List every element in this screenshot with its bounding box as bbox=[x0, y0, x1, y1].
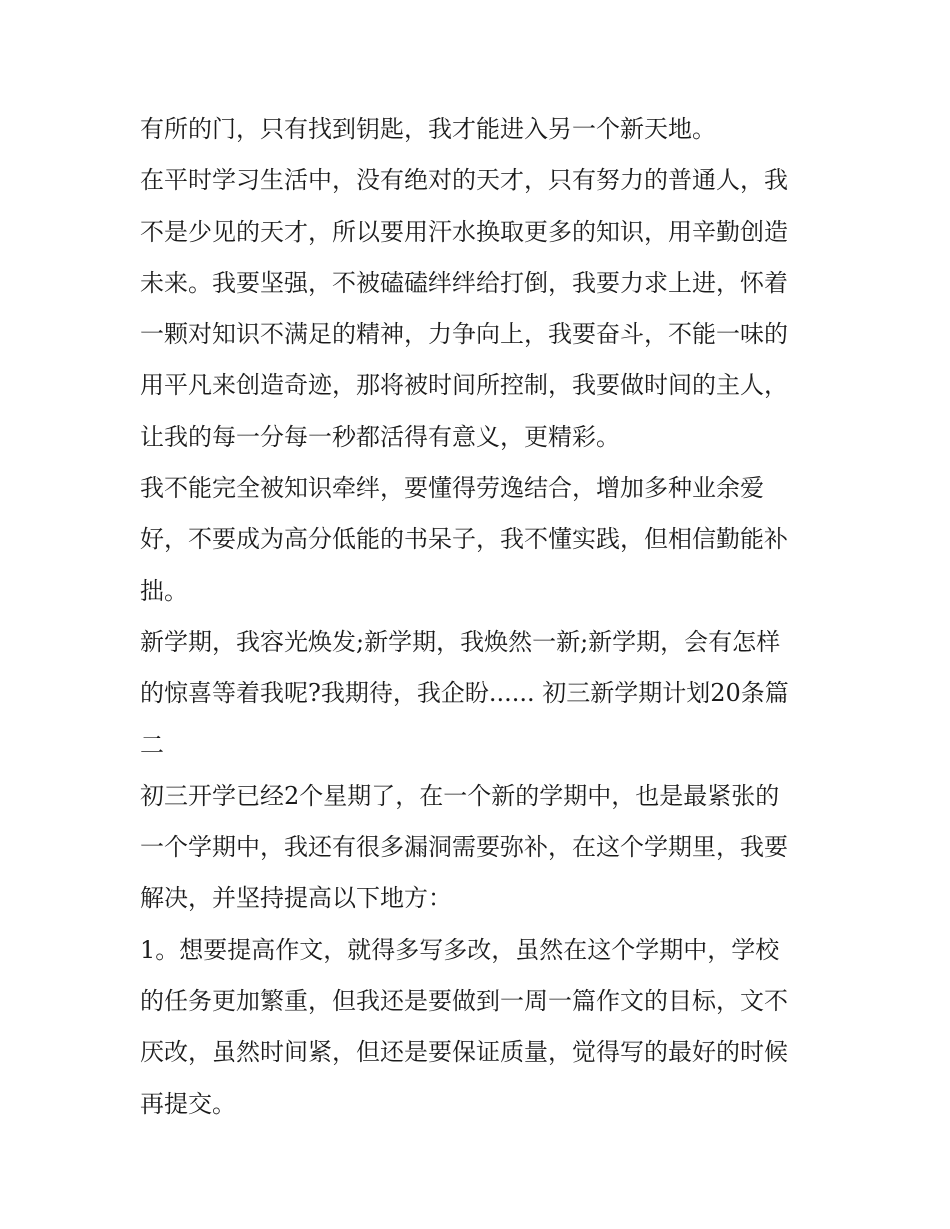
text-line-12: 的惊喜等着我呢?我期待，我企盼...... 初三新学期计划20条篇 bbox=[140, 679, 789, 708]
text-line-18: 的任务更加繁重，但我还是要做到一周一篇作文的目标，文不 bbox=[140, 987, 788, 1016]
text-line-7: 让我的每一分每一秒都活得有意义，更精彩。 bbox=[140, 422, 620, 451]
document-body-text bbox=[140, 104, 820, 1130]
text-line-8: 我不能完全被知识牵绊，要懂得劳逸结合，增加多种业余爱 bbox=[140, 474, 764, 503]
text-line-17: 1。想要提高作文，就得多写多改，虽然在这个学期中，学校 bbox=[140, 935, 780, 964]
text-line-19: 厌改，虽然时间紧，但还是要保证质量，觉得写的最好的时候 bbox=[140, 1038, 788, 1067]
text-line-6: 用平凡来创造奇迹，那将被时间所控制，我要做时间的主人， bbox=[140, 371, 788, 400]
text-line-4: 未来。我要坚强，不被磕磕绊绊给打倒，我要力求上进，怀着 bbox=[140, 268, 788, 297]
text-line-10: 拙。 bbox=[140, 576, 188, 605]
text-line-11: 新学期，我容光焕发;新学期，我焕然一新;新学期，会有怎样 bbox=[140, 627, 781, 656]
text-line-14: 初三开学已经2个星期了，在一个新的学期中，也是最紧张的 bbox=[140, 781, 780, 810]
text-line-2: 在平时学习生活中，没有绝对的天才，只有努力的普通人，我 bbox=[140, 166, 788, 195]
text-line-15: 一个学期中，我还有很多漏洞需要弥补，在这个学期里，我要 bbox=[140, 833, 788, 862]
text-line-3: 不是少见的天才，所以要用汗水换取更多的知识，用辛勤创造 bbox=[140, 217, 788, 246]
text-line-9: 好，不要成为高分低能的书呆子，我不懂实践，但相信勤能补 bbox=[140, 525, 788, 554]
text-line-13: 二 bbox=[140, 730, 164, 759]
text-line-16: 解决，并坚持提高以下地方： bbox=[140, 884, 452, 913]
text-line-20: 再提交。 bbox=[140, 1089, 236, 1118]
text-line-1: 有所的门，只有找到钥匙，我才能进入另一个新天地。 bbox=[140, 115, 716, 143]
text-line-5: 一颗对知识不满足的精神，力争向上，我要奋斗，不能一味的 bbox=[140, 320, 788, 349]
